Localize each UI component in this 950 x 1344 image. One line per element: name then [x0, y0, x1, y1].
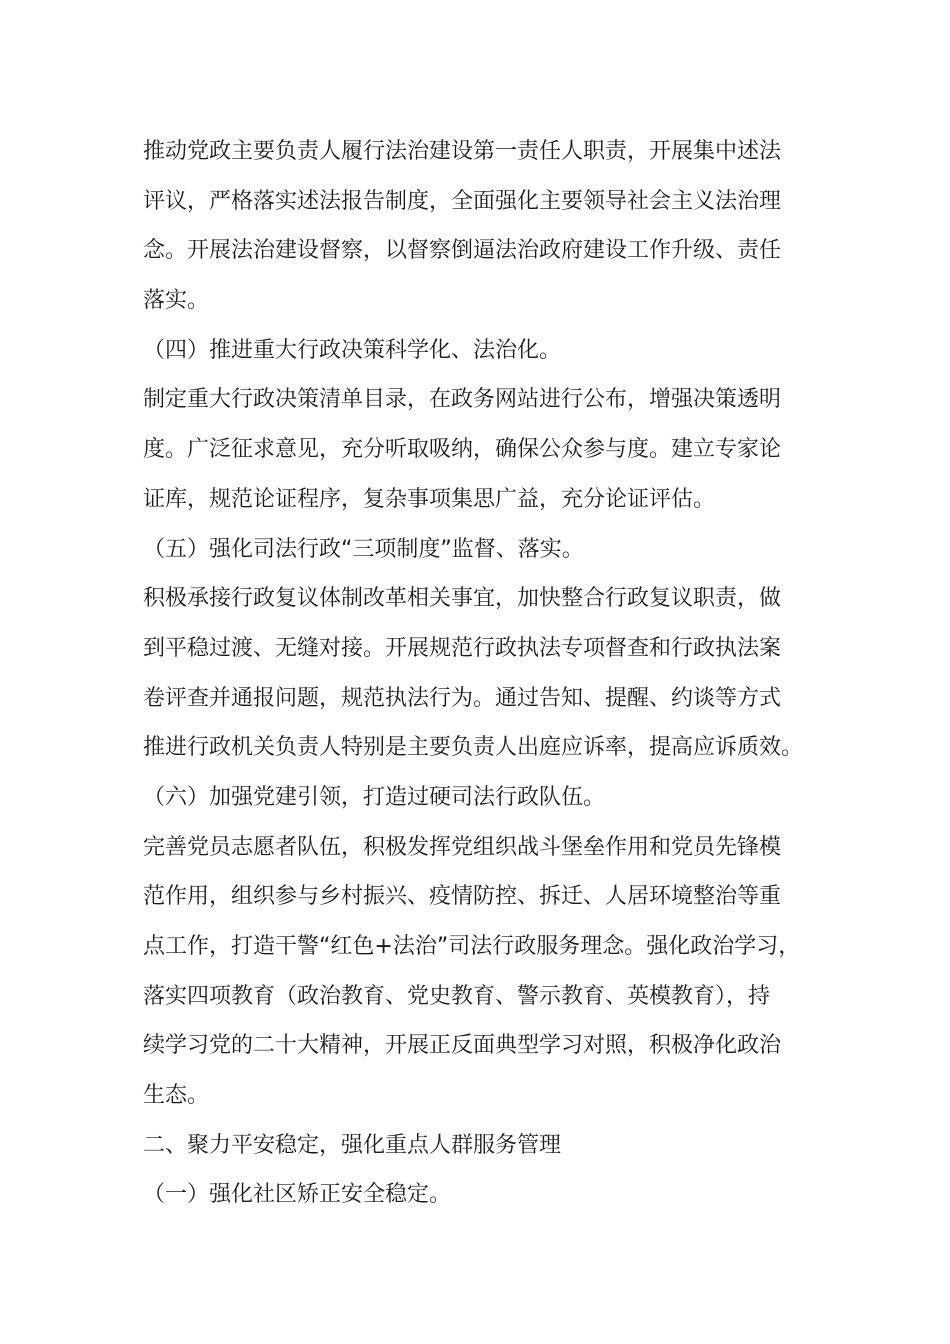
- text-line: 评议，严格落实述法报告制度，全面强化主要领导社会主义法治理: [143, 188, 782, 214]
- text-line: 点工作，打造干警“红色+法治”司法行政服务理念。强化政治学习，: [143, 934, 801, 959]
- section-heading-1: （一）强化社区矫正安全稳定。: [143, 1182, 452, 1208]
- text-line: 完善党员志愿者队伍，积极发挥党组织战斗堡垒作用和党员先锋模: [143, 834, 782, 860]
- chapter-heading-2: 二、聚力平安稳定，强化重点人群服务管理: [143, 1132, 562, 1158]
- document-body: [143, 127, 811, 1220]
- text-line: 续学习党的二十大精神，开展正反面典型学习对照，积极净化政治: [143, 1033, 782, 1059]
- text-line: 制定重大行政决策清单目录，在政务网站进行公布，增强决策透明: [143, 387, 782, 413]
- text-line: 推进行政机关负责人特别是主要负责人出庭应诉率，提高应诉质效。: [143, 735, 804, 761]
- text-line: 推动党政主要负责人履行法治建设第一责任人职责，开展集中述法: [143, 139, 782, 164]
- text-line: 念。开展法治建设督察，以督察倒逼法治政府建设工作升级、责任: [143, 238, 782, 264]
- text-line: 生态。: [143, 1083, 210, 1109]
- section-heading-4: （四）推进重大行政决策科学化、法治化。: [143, 337, 562, 363]
- text-line: 落实四项教育（政治教育、党史教育、警示教育、英模教育），持: [143, 983, 771, 1009]
- text-line: 卷评查并通报问题，规范执法行为。通过告知、提醒、约谈等方式: [143, 685, 782, 711]
- section-heading-5: （五）强化司法行政“三项制度”监督、落实。: [143, 536, 584, 562]
- text-line: 积极承接行政复议体制改革相关事宜，加快整合行政复议职责，做: [143, 586, 782, 612]
- text-line: 落实。: [143, 288, 210, 314]
- text-line: 证库，规范论证程序，复杂事项集思广益，充分论证评估。: [143, 486, 716, 512]
- text-line: 度。广泛征求意见，充分听取吸纳，确保公众参与度。建立专家论: [143, 437, 782, 463]
- text-line: 到平稳过渡、无缝对接。开展规范行政执法专项督查和行政执法案: [143, 635, 782, 661]
- section-heading-6: （六）加强党建引领，打造过硬司法行政队伍。: [143, 784, 606, 810]
- text-line: 范作用，组织参与乡村振兴、疫情防控、拆迁、人居环境整治等重: [143, 884, 782, 910]
